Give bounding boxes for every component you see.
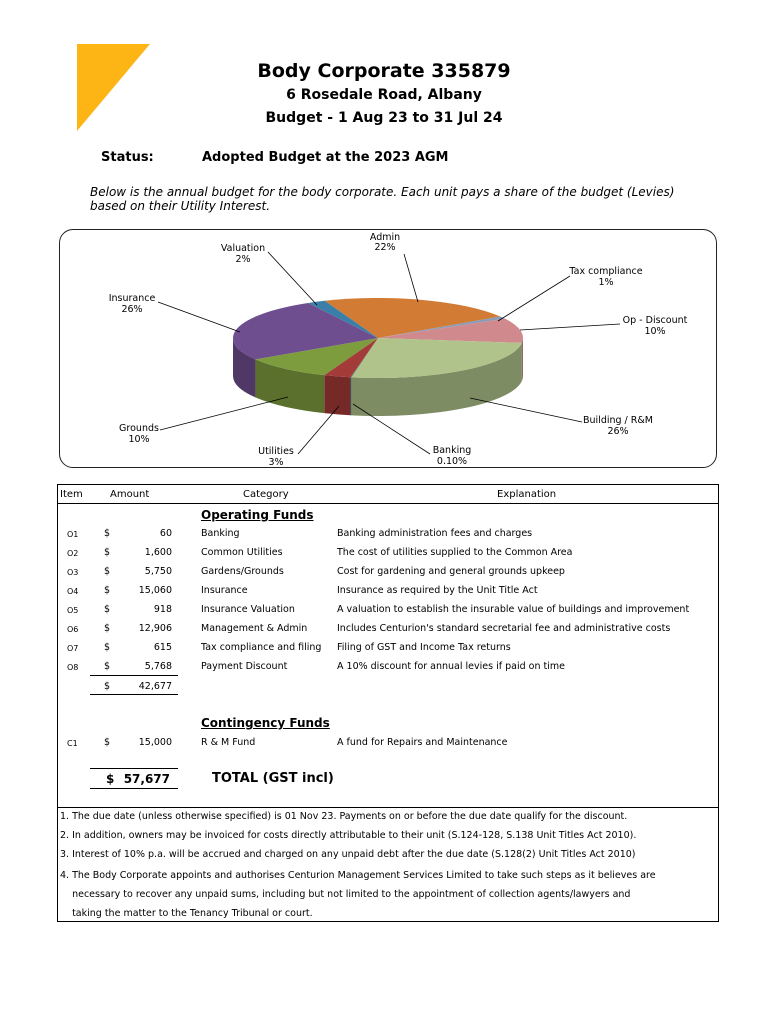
row-dollar: $ <box>104 604 111 615</box>
subtotal-amount: 42,677 <box>138 681 172 692</box>
total-label: TOTAL (GST incl) <box>212 771 334 786</box>
row-code: O4 <box>67 587 79 596</box>
document-title: Body Corporate 335879 <box>257 60 511 82</box>
row-explanation: The cost of utilities supplied to the Common Area <box>337 547 573 558</box>
row-dollar: $ <box>104 642 111 653</box>
row-amount: 15,060 <box>138 585 172 596</box>
row-code: O3 <box>67 568 79 577</box>
slice-percent: 3% <box>268 457 284 468</box>
row-amount: 5,768 <box>144 661 172 672</box>
row-amount: 15,000 <box>138 737 172 748</box>
row-code: O6 <box>67 625 79 634</box>
row-explanation: A fund for Repairs and Maintenance <box>337 737 508 748</box>
header-category: Category <box>243 489 289 500</box>
header-rule <box>57 503 719 504</box>
row-dollar: $ <box>104 585 111 596</box>
row-code: C1 <box>67 739 78 748</box>
slice-label: Building / R&M <box>583 415 653 426</box>
row-code: O1 <box>67 530 79 539</box>
row-dollar: $ <box>104 623 111 634</box>
slice-percent: 0.10% <box>436 456 468 467</box>
total-rule-top <box>90 768 178 769</box>
row-code: O8 <box>67 663 79 672</box>
slice-percent: 10% <box>644 326 666 337</box>
header-explanation: Explanation <box>497 489 557 500</box>
row-amount: 60 <box>159 528 172 539</box>
total-dollar: $ <box>106 772 115 786</box>
row-explanation: Filing of GST and Income Tax returns <box>337 642 511 653</box>
row-category: R & M Fund <box>201 737 256 748</box>
slice-percent: 10% <box>128 434 150 445</box>
slice-label: Insurance <box>108 293 156 304</box>
row-amount: 615 <box>153 642 172 653</box>
row-category: Management & Admin <box>201 623 308 634</box>
pie-side-banking <box>350 377 351 415</box>
row-amount: 5,750 <box>144 566 172 577</box>
slice-label: Tax compliance <box>569 266 643 277</box>
row-explanation: Insurance as required by the Unit Title Act <box>337 585 538 596</box>
row-dollar: $ <box>104 737 111 748</box>
leader-line <box>298 406 339 454</box>
slice-label: Admin <box>369 232 401 243</box>
total-rule-bottom <box>90 788 178 789</box>
total-amount: 57,677 <box>123 772 170 786</box>
row-amount: 918 <box>153 604 172 615</box>
row-explanation: Includes Centurion's standard secretarial fee and administrative costs <box>337 623 671 634</box>
slice-label: Valuation <box>220 243 266 254</box>
leader-line <box>404 254 418 302</box>
slice-label: Utilities <box>258 446 294 457</box>
row-dollar: $ <box>104 547 111 558</box>
status-value: Adopted Budget at the 2023 AGM <box>202 150 449 165</box>
row-explanation: A valuation to establish the insurable value of buildings and improvement <box>337 604 690 615</box>
budget-period: Budget - 1 Aug 23 to 31 Jul 24 <box>265 110 503 126</box>
row-code: O7 <box>67 644 79 653</box>
footnote: 1. The due date (unless otherwise specified) is 01 Nov 23. Payments on or before the due date qualify for the discount. <box>60 811 628 822</box>
footnote: necessary to recover any unpaid sums, including but not limited to the appointment of collection agents/lawyers and <box>60 889 631 900</box>
footnote: 4. The Body Corporate appoints and authorises Centurion Management Services Limited to take such steps as it believes are <box>60 870 656 881</box>
status-label: Status: <box>101 150 154 165</box>
header-amount: Amount <box>110 489 150 500</box>
leader-line <box>520 324 620 330</box>
row-explanation: Banking administration fees and charges <box>337 528 533 539</box>
row-category: Payment Discount <box>201 661 288 672</box>
slice-percent: 22% <box>374 242 396 253</box>
row-amount: 1,600 <box>144 547 172 558</box>
leader-line <box>268 252 317 305</box>
row-category: Insurance Valuation <box>201 604 295 615</box>
slice-percent: 1% <box>598 277 614 288</box>
property-address: 6 Rosedale Road, Albany <box>286 87 482 103</box>
row-dollar: $ <box>104 566 111 577</box>
row-code: O2 <box>67 549 79 558</box>
leader-line <box>160 397 288 430</box>
row-category: Tax compliance and filing <box>201 642 322 653</box>
slice-label: Banking <box>432 445 472 456</box>
pie-side-utilities <box>324 375 350 415</box>
subtotal-rule <box>90 675 178 676</box>
subtotal-underline <box>90 694 178 695</box>
row-category: Common Utilities <box>201 547 283 558</box>
row-amount: 12,906 <box>138 623 172 634</box>
leader-line <box>158 302 240 332</box>
notes-rule <box>57 807 719 808</box>
footnote: taking the matter to the Tenancy Tribunal or court. <box>60 908 313 919</box>
header-item: Item <box>60 489 83 500</box>
intro-text: Below is the annual budget for the body corporate. Each unit pays a share of the budget (Levies) based on their Utility Interest. <box>90 185 675 213</box>
row-dollar: $ <box>104 528 111 539</box>
operating-funds-heading: Operating Funds <box>201 508 314 522</box>
slice-percent: 2% <box>235 254 251 265</box>
slice-label: Op - Discount <box>622 315 688 326</box>
pie-side-op-discount <box>522 338 523 381</box>
row-explanation: A 10% discount for annual levies if paid on time <box>337 661 565 672</box>
contingency-funds-heading: Contingency Funds <box>201 716 330 730</box>
footnote: 3. Interest of 10% p.a. will be accrued and charged on any unpaid debt after the due date (S.128(2) Unit Titles Act 2010) <box>60 849 636 860</box>
row-explanation: Cost for gardening and general grounds upkeep <box>337 566 565 577</box>
subtotal-dollar: $ <box>104 681 111 692</box>
slice-percent: 26% <box>607 426 629 437</box>
pie-chart <box>0 0 768 480</box>
row-code: O5 <box>67 606 79 615</box>
leader-line <box>498 276 570 321</box>
row-dollar: $ <box>104 661 111 672</box>
row-category: Insurance <box>201 585 248 596</box>
footnote: 2. In addition, owners may be invoiced for costs directly attributable to their unit (S.124-128, S.138 Unit Titles Act 2010). <box>60 830 637 841</box>
row-category: Gardens/Grounds <box>201 566 284 577</box>
row-category: Banking <box>201 528 240 539</box>
slice-label: Grounds <box>119 423 159 434</box>
slice-percent: 26% <box>121 304 143 315</box>
leader-line <box>470 398 582 422</box>
